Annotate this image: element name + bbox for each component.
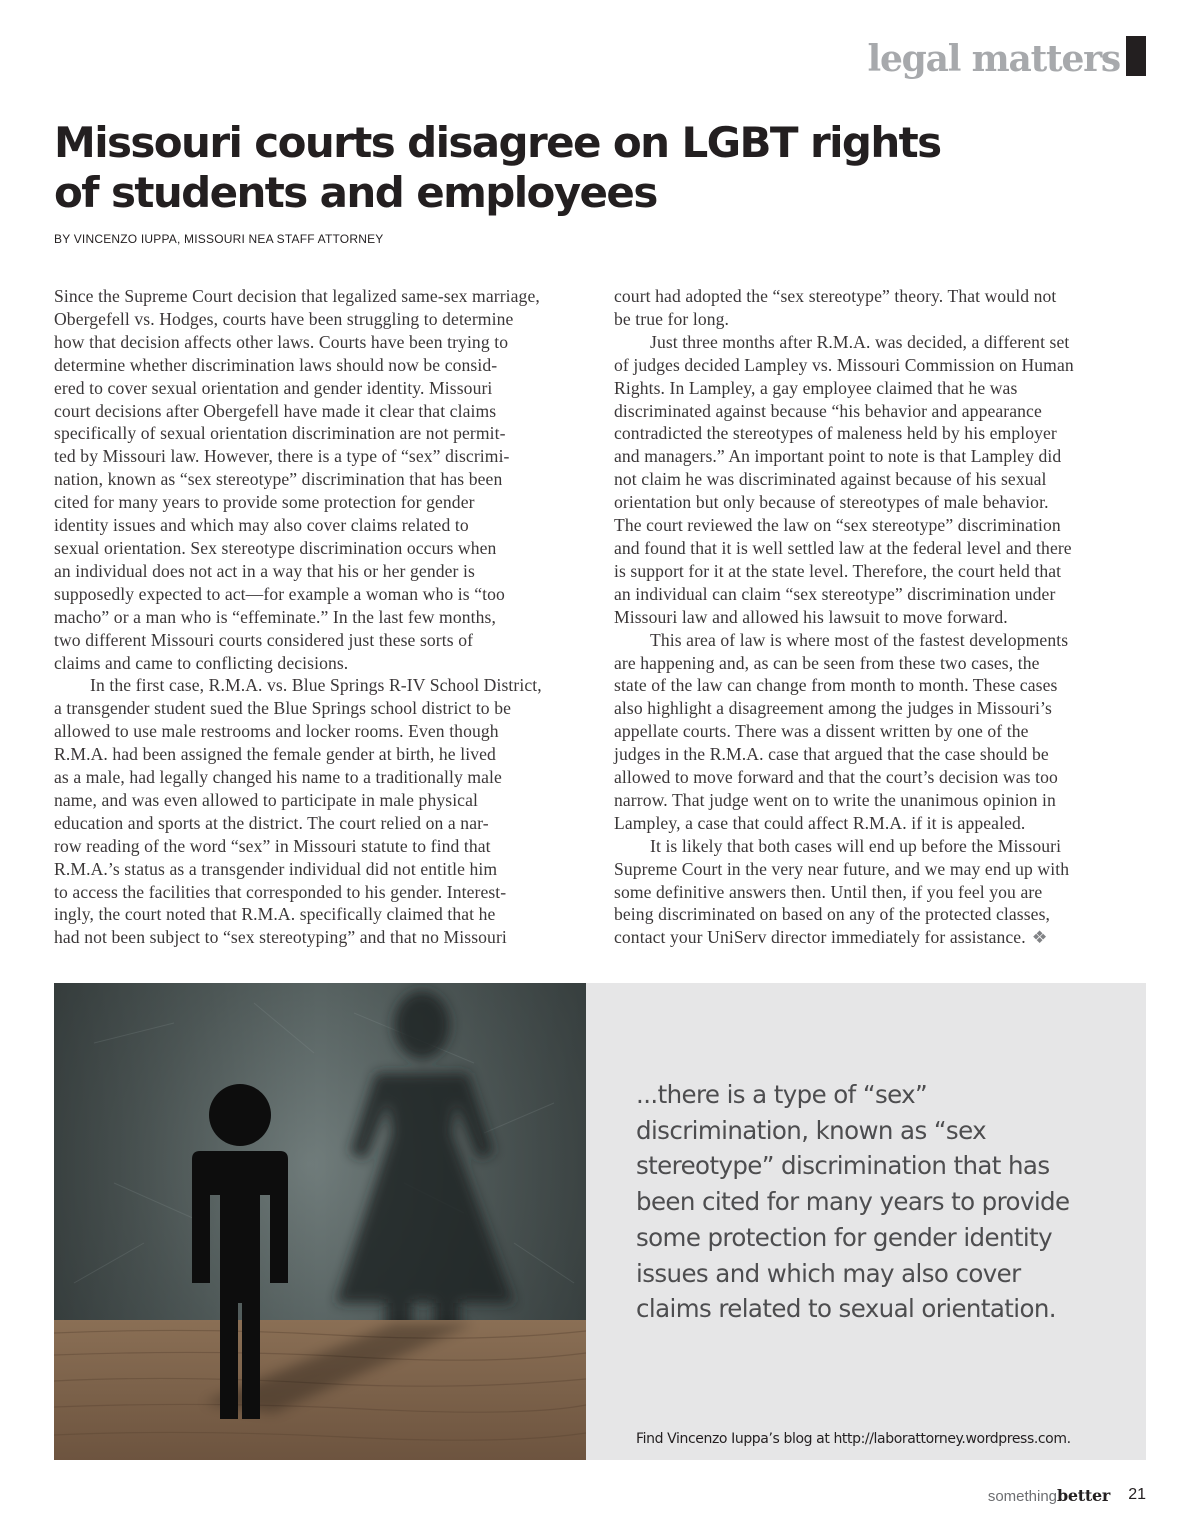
article-title-line-1: Missouri courts disagree on LGBT rights [54,118,941,167]
article-column-left [54,285,589,949]
paragraph: In the first case, R.M.A. vs. Blue Springs R-IV School District, a transgender student sued the Blue Springs school district to be allowed to use male restrooms and locker rooms. Even though R.M.A. had been assigned the female gender at birth, he lived as a male, had legally changed his name to a traditionally male name, and was even allowed to participate in male physical education and sports at the district. The court relied on a nar- row reading of the word “sex” in Missouri statute to find that R.M.A.’s status as a transgender individual did not entitle him to access the facilities that corresponded to his gender. Interest- ingly, the court noted that R.M.A. specifically claimed that he had not been subject to “sex stereotyping” and that no Missouri [54,675,542,948]
brand-bold-text: better [1057,1486,1110,1505]
brand-light-text: something [987,1488,1058,1505]
page-number: 21 [1128,1486,1146,1503]
end-of-article-icon: ❖ [1031,927,1048,948]
magazine-brand [988,1486,1110,1505]
paragraph: Since the Supreme Court decision that legalized same-sex marriage, Obergefell vs. Hodges, courts have been struggling to determine how that decision affects other laws. Courts have been trying to determine whether discrimination laws should now be consid- ered to cover sexual orientation and gender identity. Missouri court decisions after Obergefell have made it clear that claims specifically of sexual orientation discrimination are not permit- ted by Missouri law. However, there is a type of “sex” discrimi- nation, known as “sex stereotype” discrimination that has been cited for many years to provide some protection for gender identity issues and which may also cover claims related to sexual orientation. Sex stereotype discrimination occurs when an individual does not act in a way that his or her gender is supposedly expected to act—for example a woman who is “too macho” or a man who is “effeminate.” In the last few months, two different Missouri courts considered just these sorts of claims and came to conflicting decisions. [54,286,540,673]
boy-figure-with-female-shadow-illustration [54,983,586,1460]
section-label: legal matters [867,38,1120,80]
article-title-line-2: of students and employees [54,168,657,217]
paragraph [614,835,1149,950]
pull-quote: ...there is a type of “sex” discrimination, known as “sex stereotype” discrimination that has been cited for many years to provide some protection for gender identity issues and which may also cover claims related to sexual orientation. [636,1080,1070,1324]
feature-panel [54,983,1146,1460]
byline: BY VINCENZO IUPPA, MISSOURI NEA STAFF ATTORNEY [54,232,384,246]
article-photo [54,983,586,1460]
paragraph: This area of law is where most of the fastest developments are happening and, as can be seen from these two cases, the state of the law can change from month to month. These cases also highlight a disagreement among the judges in Missouri’s appellate courts. There was a dissent written by one of the judges in the R.M.A. case that argued that the case should be allowed to move forward and that the court’s decision was too narrow. That judge went on to write the unanimous opinion in Lampley, a case that could affect R.M.A. if it is appealed. [614,629,1069,833]
article-column-right [614,285,1149,949]
section-marker-bar [1126,36,1146,76]
paragraph: court had adopted the “sex stereotype” theory. That would not be true for long. [614,286,1057,329]
article-title [54,118,1054,218]
author-blog-note: Find Vincenzo Iuppa’s blog at http://laborattorney.wordpress.com. [636,1431,1071,1447]
paragraph: Just three months after R.M.A. was decided, a different set of judges decided Lampley vs. Missouri Commission on Human Rights. In Lampley, a gay employee claimed that he was discriminated against because “his behavior and appearance contradicted the stereotypes of maleness held by his employer and managers.” An important point to note is that Lampley did not claim he was discriminated against because of his sexual orientation but only because of stereotypes of male behavior. The court reviewed the law on “sex stereotype” discrimination and found that it is well settled law at the federal level and there is support for it at the state level. Therefore, the court held that an individual can claim “sex stereotype” discrimination under Missouri law and allowed his lawsuit to move forward. [614,331,1074,627]
paragraph-text: It is likely that both cases will end up before the Missouri Supreme Court in the very near future, and we may end up with some definitive answers then. Until then, if you feel you are being discriminated on based on any of the protected classes, contact your UniServ director immediately for assistance. [614,835,1070,948]
